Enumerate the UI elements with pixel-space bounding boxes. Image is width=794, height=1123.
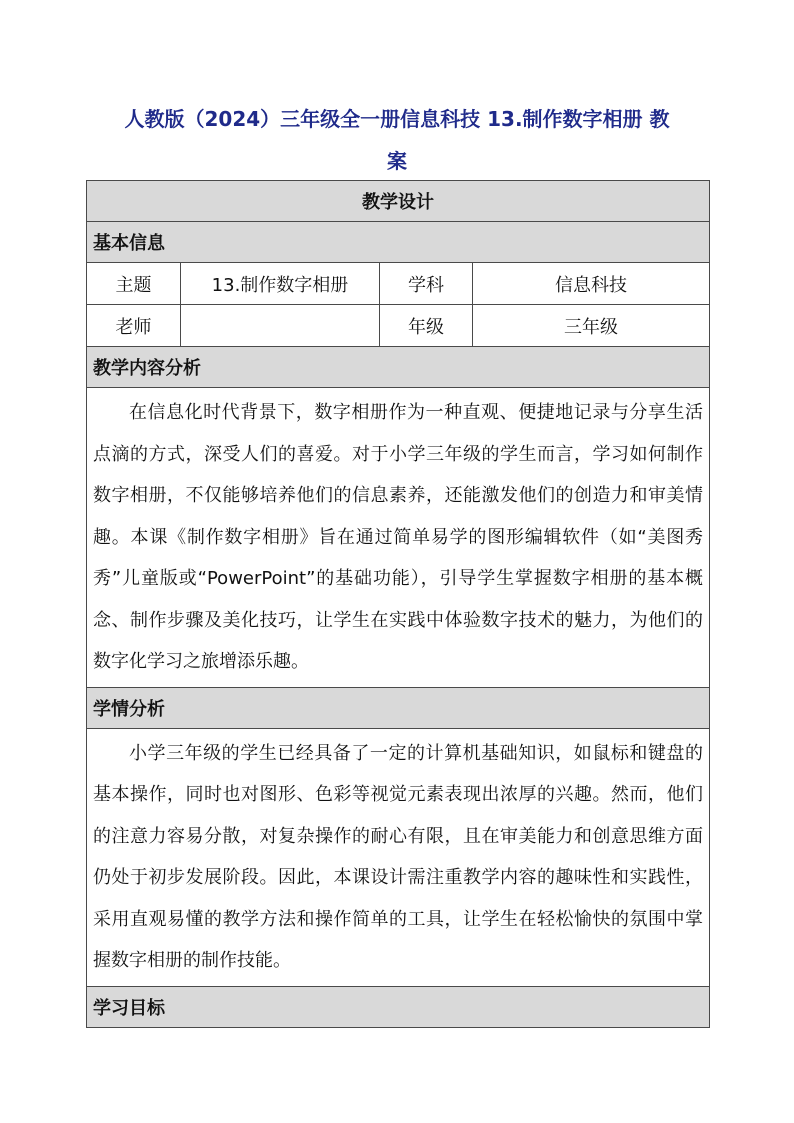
- table-row: [87, 263, 710, 305]
- section-heading-basic-info: 基本信息: [87, 222, 710, 263]
- section-heading-content-analysis: 教学内容分析: [87, 347, 710, 388]
- learner-analysis-paragraph: 小学三年级的学生已经具备了一定的计算机基础知识，如鼠标和键盘的基本操作，同时也对图形、色彩等视觉元素表现出浓厚的兴趣。然而，他们的注意力容易分散，对复杂操作的耐心有限，且在审美能力和创意思维方面仍处于初步发展阶段。因此，本课设计需注重教学内容的趣味性和实践性，采用直观易懂的教学方法和操作简单的工具，让学生在轻松愉快的氛围中掌握数字相册的制作技能。: [87, 728, 710, 986]
- label-teacher: 老师: [87, 305, 181, 347]
- lesson-plan-table: [86, 180, 710, 1028]
- value-teacher: [181, 305, 380, 347]
- section-heading-objectives: 学习目标: [87, 986, 710, 1027]
- value-grade: 三年级: [473, 305, 710, 347]
- table-header: 教学设计: [87, 181, 710, 222]
- label-subject: 学科: [380, 263, 473, 305]
- document-title-continued: 案: [387, 149, 407, 173]
- document-title: 人教版（2024）三年级全一册信息科技 13.制作数字相册 教: [124, 107, 670, 131]
- content-analysis-paragraph: 在信息化时代背景下，数字相册作为一种直观、便捷地记录与分享生活点滴的方式，深受人们的喜爱。对于小学三年级的学生而言，学习如何制作数字相册，不仅能够培养他们的信息素养，还能激发他们的创造力和审美情趣。本课《制作数字相册》旨在通过简单易学的图形编辑软件（如“美图秀秀”儿童版或“PowerPoint”的基础功能），引导学生掌握数字相册的基本概念、制作步骤及美化技巧，让学生在实践中体验数字技术的魅力，为他们的数字化学习之旅增添乐趣。: [87, 388, 710, 688]
- label-topic: 主题: [87, 263, 181, 305]
- value-subject: 信息科技: [473, 263, 710, 305]
- value-topic: 13.制作数字相册: [181, 263, 380, 305]
- table-row: [87, 305, 710, 347]
- label-grade: 年级: [380, 305, 473, 347]
- section-heading-learner-analysis: 学情分析: [87, 687, 710, 728]
